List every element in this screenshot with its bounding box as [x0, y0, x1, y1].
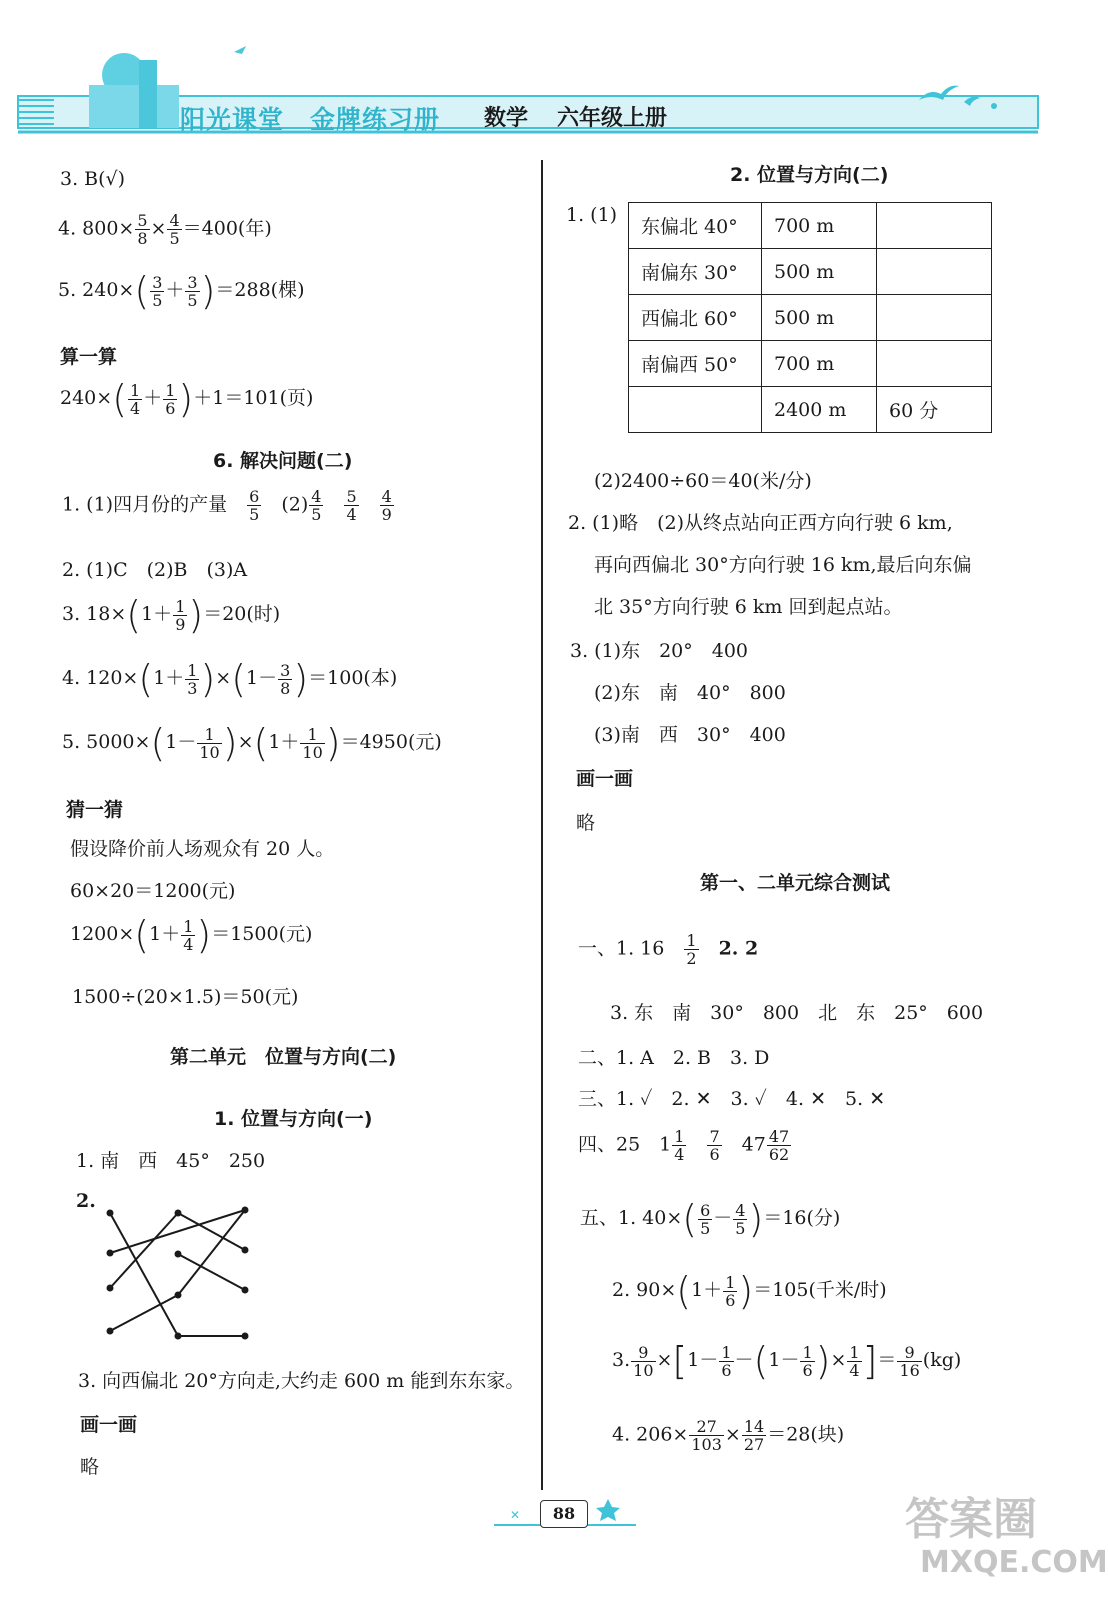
section-title: 2. 位置与方向(二): [730, 164, 889, 186]
answer-line: 60×20＝1200(元): [70, 880, 236, 902]
grade-label: 六年级上册: [557, 106, 668, 131]
answer-line: 再向西偏北 30°方向行驶 16 km,最后向东偏: [594, 554, 972, 576]
answer-line: 2. (1)略 (2)从终点站向正西方向行驶 6 km,: [568, 512, 953, 534]
watermark-logo: 答案圈: [905, 1494, 1037, 1545]
answer-line: 二、1. A 2. B 3. D: [578, 1047, 770, 1069]
answer-line: 略: [576, 812, 596, 834]
section-title: 6. 解决问题(二): [213, 450, 353, 472]
section-title: 1. 位置与方向(一): [214, 1108, 373, 1130]
answer-line: 3. B(√): [60, 168, 126, 190]
table-row: 2400 m 60 分: [629, 387, 992, 433]
answer-line: 3. $\frac{9}{10}$ ×[1－ $\frac{1}{6}$ －(1－ $\frac{1}{6}$ )× $\frac{1}{4}$ ]＝ $\frac{9}{16}$ (kg): [612, 1339, 962, 1383]
table-row: 东偏北 40° 700 m: [629, 203, 992, 249]
svg-text:✕: ✕: [510, 1508, 521, 1522]
table-row: 西偏北 60° 500 m: [629, 295, 992, 341]
subject-label: 数学: [484, 106, 529, 131]
section-label: 猜一猜: [66, 799, 124, 821]
header-decoration: [14, 40, 1054, 150]
answer-line: 4. 206× $\frac{27}{103}$ × $\frac{14}{27}$ ＝28(块): [612, 1417, 845, 1454]
answer-line: 2.: [76, 1190, 96, 1212]
answer-label: 1. (1): [566, 204, 618, 226]
answer-line: 1. (1)四月份的产量 $\frac{6}{5}$ (2) $\frac{4}{5}$ $\frac{5}{4}$ $\frac{4}{9}$: [62, 487, 392, 524]
answer-line: 2. (1)C (2)B (3)A: [62, 559, 248, 581]
answer-line: 5. 240×( $\frac{3}{5}$ ＋ $\frac{3}{5}$ )＝288(棵): [58, 269, 305, 313]
section-label: 画一画: [576, 768, 634, 790]
answer-line: 2. 90×(1＋ $\frac{1}{6}$ )＝105(千米/时): [612, 1269, 887, 1313]
answer-line: 北 35°方向行驶 6 km 回到起点站。: [594, 596, 903, 618]
section-label: 画一画: [80, 1414, 138, 1436]
watermark-url: MXQE.COM: [920, 1545, 1108, 1580]
answer-line: 一、1. 16 $\frac{1}{2}$ 2. 2: [578, 931, 759, 968]
answer-line: 240×( $\frac{1}{4}$ ＋ $\frac{1}{6}$ )＋1＝101(页): [60, 377, 314, 421]
answer-line: (2)东 南 40° 800: [594, 682, 786, 704]
answer-line: 假设降价前人场观众有 20 人。: [70, 838, 335, 860]
answer-line: 3. 18×(1＋ $\frac{1}{9}$ )＝20(时): [62, 593, 281, 637]
answer-line: 三、1. ✓ 2. ✕ 3. ✓ 4. ✕ 5. ✕: [578, 1088, 886, 1110]
answer-line: (3)南 西 30° 400: [594, 724, 786, 746]
series-title: 阳光课堂 金牌练习册: [180, 105, 441, 134]
page-number: 88: [540, 1500, 588, 1528]
answer-line: 3. 东 南 30° 800 北 东 25° 600: [610, 1002, 984, 1024]
answer-line: 3. 向西偏北 20°方向走,大约走 600 m 能到东东家。: [78, 1370, 525, 1392]
section-label: 算一算: [60, 346, 118, 368]
answer-line: 四、25 1 $\frac{1}{4}$ $\frac{7}{6}$ 47 $\frac{47}{62}$: [578, 1127, 790, 1164]
table-row: 南偏东 30° 500 m: [629, 249, 992, 295]
answer-line: 4. 120×(1＋ $\frac{1}{3}$ )×(1－ $\frac{3}{8}$ )＝100(本): [62, 657, 398, 701]
answer-line: 1. 南 西 45° 250: [76, 1150, 266, 1172]
table-row: 南偏西 50° 700 m: [629, 341, 992, 387]
answer-line: 3. (1)东 20° 400: [570, 640, 749, 662]
column-divider: [541, 160, 543, 1490]
matching-diagram: [100, 1200, 260, 1345]
answer-line: 1200×(1＋ $\frac{1}{4}$ )＝1500(元): [70, 913, 313, 957]
unit-title: 第二单元 位置与方向(二): [170, 1046, 397, 1068]
answer-line: 5. 5000×(1－ $\frac{1}{10}$ )×(1＋ $\frac{1}{10}$ )＝4950(元): [62, 721, 442, 765]
answer-line: (2)2400÷60＝40(米/分): [594, 470, 812, 492]
section-title: 第一、二单元综合测试: [700, 872, 891, 894]
direction-table: [628, 202, 992, 433]
answer-line: 1500÷(20×1.5)＝50(元): [72, 986, 299, 1008]
answer-line: 略: [80, 1456, 100, 1478]
answer-line: 4. 800× $\frac{5}{8}$ × $\frac{4}{5}$ ＝400(年): [58, 211, 272, 248]
answer-line: 五、1. 40×( $\frac{6}{5}$ － $\frac{4}{5}$ )＝16(分): [580, 1197, 841, 1241]
